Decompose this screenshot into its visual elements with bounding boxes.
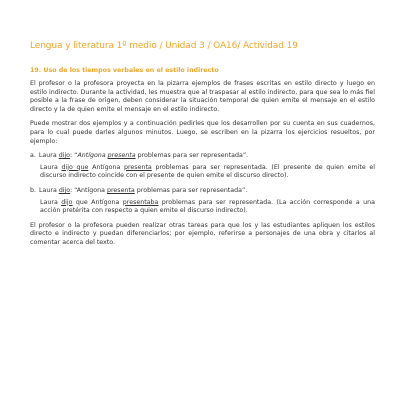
closing-paragraph: El profesor o la profesora pueden realizar otras tareas para que los y las estudiantes apliquen los estilos directo e indirecto y puedan diferenciarlos; por ejemplo, referirse a personajes de una obra y citarlos al comentar acerca del texto. <box>30 221 375 246</box>
example-a-indirect-verb: dijo que <box>61 163 89 171</box>
example-a-direct: a. Laura dijo: “Antígona presenta problemas para ser representada”. <box>30 152 249 160</box>
intro-paragraph-1: El profesor o la profesora proyecta en la pizarra ejemplos de frases escritas en estilo directo y luego en estilo indirecto. Durante la actividad, les muestra que al traspasar al estilo indirecto, para que sea lo más fiel posible a la frase de origen, deben considerar la situación temporal de quien emite el mensaje en el estilo directo y la de quien emite el mensaje en el estilo indirecto. <box>30 80 375 113</box>
intro-paragraph-2: Puede mostrar dos ejemplos y a continuación pedirles que los desarrollen por su cuenta en sus cuadernos, para lo cual puede darles algunos minutos. Luego, se escriben en la pizarra los ejercicios resueltos, por ejemplo: <box>30 120 375 145</box>
example-a-indirect: Laura dijo que Antígona presenta problemas para ser representada. (El presente de quien emite el discurso indirecto coincide con el presente de quien emite el discurso directo). <box>40 163 375 180</box>
example-a-direct-verb: presenta <box>107 152 136 160</box>
example-b-direct-verb: presenta <box>106 186 135 194</box>
example-a-verb: dijo <box>58 152 71 160</box>
example-a-indirect-verb2: presenta <box>123 163 152 171</box>
example-b-direct: b. Laura dijo: “Antígona presenta problemas para ser representada”. <box>30 186 248 194</box>
section-title: 19. Uso de los tiempos verbales en el estilo indirecto <box>30 67 219 74</box>
example-b-label: b. <box>30 186 36 194</box>
example-b-verb: dijo <box>58 186 71 194</box>
example-b-indirect-verb2: presentaba <box>122 198 159 206</box>
example-b-indirect: Laura dijo que Antígona presentaba problemas para ser representada. (La acción corresponde a una acción pretérita con respecto a quien emite el discurso indirecto). <box>40 198 375 215</box>
example-a-label: a. <box>30 152 36 160</box>
document-page <box>30 41 375 254</box>
example-b-indirect-verb: dijo <box>61 198 73 206</box>
page-header: Lengua y literatura 1º medio / Unidad 3 / OA16/ Actividad 19 <box>30 41 298 51</box>
